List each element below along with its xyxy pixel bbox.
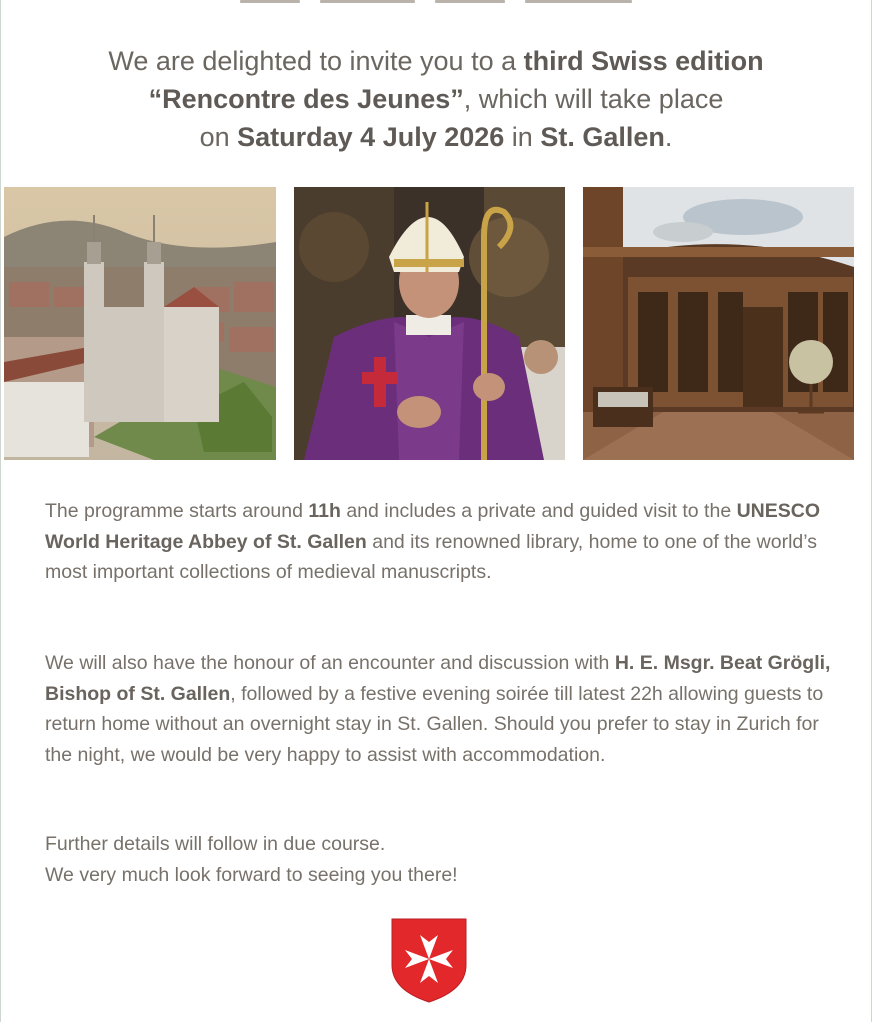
maltese-cross-shield-icon — [388, 915, 470, 1005]
photo-strip — [0, 187, 872, 460]
bishop-name: H. E. Msgr. Beat Grögli, Bishop of St. Gallen — [45, 652, 831, 705]
edition-highlight: third Swiss edition — [523, 46, 764, 76]
event-location: St. Gallen — [540, 122, 665, 152]
abbey-highlight: UNESCO World Heritage Abbey of St. Gallen — [45, 500, 821, 553]
abbey-aerial-photo — [4, 187, 276, 460]
closing-paragraph — [45, 829, 835, 890]
start-time: 11h — [308, 500, 341, 522]
event-date: Saturday 4 July 2026 — [237, 122, 505, 152]
programme-paragraph: The programme starts around 11h and includes a private and guided visit to the UNESCO World Heritage Abbey of St. Gallen and its renowned library, home to one of the world’s most important collections of medieval manuscripts. — [45, 500, 821, 583]
cropped-heading-fragment — [240, 0, 632, 4]
abbey-library-photo — [583, 187, 854, 460]
closing-line-lookforward: We very much look forward to seeing you there! — [45, 863, 458, 886]
encounter-paragraph: We will also have the honour of an encounter and discussion with H. E. Msgr. Beat Grögli, Bishop of St. Gallen, followed by a festive evening soirée till latest 22h allowing guests to return home without an overnight stay in St. Gallen. Should you prefer to stay in Zurich for the night, we would be very happy to assist with accommodation. — [45, 652, 831, 766]
bishop-portrait-photo — [294, 187, 565, 460]
event-name: “Rencontre des Jeunes” — [148, 84, 464, 114]
closing-line-details: Further details will follow in due course. — [45, 833, 386, 855]
invitation-intro: We are delighted to invite you to a third Swiss edition “Rencontre des Jeunes”, which will take place on Saturday 4 July 2026 in St. Gallen. — [108, 46, 764, 152]
